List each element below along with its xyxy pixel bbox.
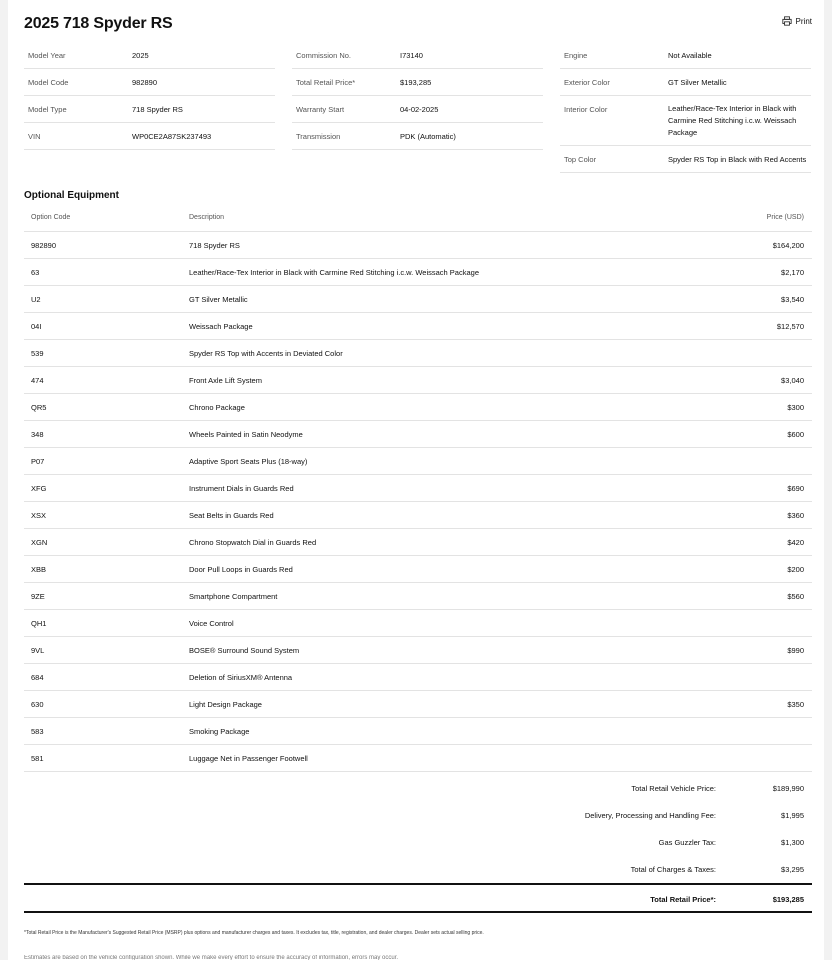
option-code: 684 [31,673,44,682]
footnote: *Total Retail Price is the Manufacturer's Suggested Retail Price (MSRP) plus options and manufacturer charges and taxes. It excludes tax, title, registration, and dealer charges. Dealer sets actual selling price. [24,930,484,936]
table-row [24,745,812,772]
spec-label: Model Type [28,105,67,114]
spec-label: VIN [28,132,41,141]
spec-row [292,69,543,96]
option-description: Door Pull Loops in Guards Red [189,565,293,574]
option-code: 539 [31,349,44,358]
option-description: Smoking Package [189,727,250,736]
spec-value: 718 Spyder RS [132,105,183,114]
spec-value: WP0CE2A87SK237493 [132,132,212,141]
spec-row [560,42,811,69]
option-description: Leather/Race-Tex Interior in Black with Carmine Red Stitching i.c.w. Weissach Package [189,268,479,277]
table-row [24,340,812,367]
option-code: QR5 [31,403,47,412]
option-price: $990 [787,646,804,655]
table-row [24,232,812,259]
option-description: Front Axle Lift System [189,376,262,385]
total-label: Delivery, Processing and Handling Fee: [584,811,716,820]
window-sticker-page [8,0,824,960]
option-code: 474 [31,376,44,385]
option-code: XFG [31,484,47,493]
option-price: $164,200 [772,241,804,250]
total-row [24,829,812,856]
disclaimer-text: Estimates are based on the vehicle configuration shown. While we make every effort to ensure the accuracy of information, errors may occur. [24,955,399,960]
option-code: 982890 [31,241,57,250]
total-row [24,775,812,802]
spec-label: Total Retail Price* [296,78,356,87]
table-row [24,394,812,421]
option-description: Deletion of SiriusXM® Antenna [189,673,293,682]
option-price: $560 [787,592,804,601]
header-option-code: Option Code [31,214,71,221]
table-row [24,448,812,475]
option-price: $2,170 [781,268,804,277]
option-description: Instrument Dials in Guards Red [189,484,294,493]
spec-row [292,96,543,123]
print-label: Print [795,16,812,26]
spec-value: 982890 [132,78,158,87]
option-description: Spyder RS Top with Accents in Deviated Color [189,349,343,358]
table-row [24,691,812,718]
table-row [24,367,812,394]
spec-row [560,96,811,146]
option-price: $12,570 [776,322,804,331]
option-description: Chrono Package [189,403,245,412]
spec-row [292,42,543,69]
final-total-value: $193,285 [772,895,804,904]
total-row [24,856,812,883]
option-description: Luggage Net in Passenger Footwell [189,754,308,763]
option-code: XGN [31,538,48,547]
spec-row [292,123,543,150]
option-code: 9VL [31,646,45,655]
option-code: QH1 [31,619,47,628]
spec-label: Model Year [28,51,66,60]
option-code: 348 [31,430,44,439]
option-code: 581 [31,754,44,763]
option-description: Seat Belts in Guards Red [189,511,274,520]
option-code: 583 [31,727,44,736]
spec-label: Interior Color [564,105,608,114]
option-description: Chrono Stopwatch Dial in Guards Red [189,538,317,547]
total-value: $1,300 [781,838,804,847]
option-price: $200 [787,565,804,574]
optional-equipment-table [24,205,812,772]
spec-column-3 [560,42,811,173]
spec-row [24,96,275,123]
spec-label: Engine [564,51,588,60]
option-code: XSX [31,511,47,520]
table-row [24,502,812,529]
spec-label: Commission No. [296,51,352,60]
option-code: U2 [31,295,41,304]
spec-row [560,69,811,96]
totals-section [24,775,812,913]
table-row [24,421,812,448]
option-description: 718 Spyder RS [189,241,240,250]
option-price: $350 [787,700,804,709]
header-price: Price (USD) [766,214,804,221]
spec-label: Exterior Color [564,78,610,87]
spec-value: PDK (Automatic) [400,132,456,141]
spec-row [24,42,275,69]
spec-value: Not Available [668,51,712,60]
option-price: $3,540 [781,295,804,304]
spec-label: Warranty Start [296,105,345,114]
option-price: $360 [787,511,804,520]
spec-value: $193,285 [400,78,432,87]
table-row [24,637,812,664]
total-label: Total of Charges & Taxes: [630,865,716,874]
option-code: 04I [31,322,42,331]
option-code: XBB [31,565,47,574]
option-description: GT Silver Metallic [189,295,248,304]
option-description: Wheels Painted in Satin Neodyme [189,430,303,439]
table-row [24,259,812,286]
option-description: Voice Control [189,619,234,628]
option-description: Weissach Package [189,322,253,331]
spec-column-1 [24,42,275,150]
option-price: $300 [787,403,804,412]
print-button[interactable] [782,16,812,26]
option-code: 63 [31,268,40,277]
spec-column-2 [292,42,543,150]
table-row [24,475,812,502]
total-value: $3,295 [781,865,804,874]
option-code: 630 [31,700,44,709]
option-description: Adaptive Sport Seats Plus (18-way) [189,457,308,466]
option-code: 9ZE [31,592,45,601]
total-row [24,802,812,829]
spec-value: 2025 [132,51,149,60]
option-price: $420 [787,538,804,547]
table-row [24,529,812,556]
table-row [24,286,812,313]
option-description: BOSE® Surround Sound System [189,646,300,655]
spec-value: Leather/Race-Tex Interior in Black with Carmine Red Stitching i.c.w. Weissach Package [668,104,797,137]
option-code: P07 [31,457,45,466]
table-row [24,313,812,340]
table-row [24,583,812,610]
table-row [24,718,812,745]
spec-row [24,123,275,150]
spec-label: Model Code [28,78,69,87]
table-row [24,610,812,637]
option-price: $690 [787,484,804,493]
final-total-label: Total Retail Price*: [650,895,716,904]
table-header [24,205,812,232]
total-label: Total Retail Vehicle Price: [631,784,716,793]
page-title: 2025 718 Spyder RS [24,15,173,32]
final-total-row [24,883,812,913]
spec-value: I73140 [400,51,423,60]
header-description: Description [189,214,225,221]
spec-row [560,146,811,173]
spec-value: GT Silver Metallic [668,78,727,87]
spec-value: 04-02-2025 [400,105,439,114]
spec-row [24,69,275,96]
spec-label: Transmission [296,132,341,141]
spec-label: Top Color [564,155,597,164]
total-label: Gas Guzzler Tax: [658,838,716,847]
total-value: $1,995 [781,811,804,820]
option-description: Light Design Package [189,700,262,709]
optional-equipment-title: Optional Equipment [24,190,119,201]
option-price: $600 [787,430,804,439]
table-row [24,556,812,583]
total-value: $189,990 [772,784,804,793]
table-row [24,664,812,691]
option-description: Smartphone Compartment [189,592,278,601]
spec-value: Spyder RS Top in Black with Red Accents [668,155,807,164]
printer-icon [782,16,792,26]
option-price: $3,040 [781,376,804,385]
